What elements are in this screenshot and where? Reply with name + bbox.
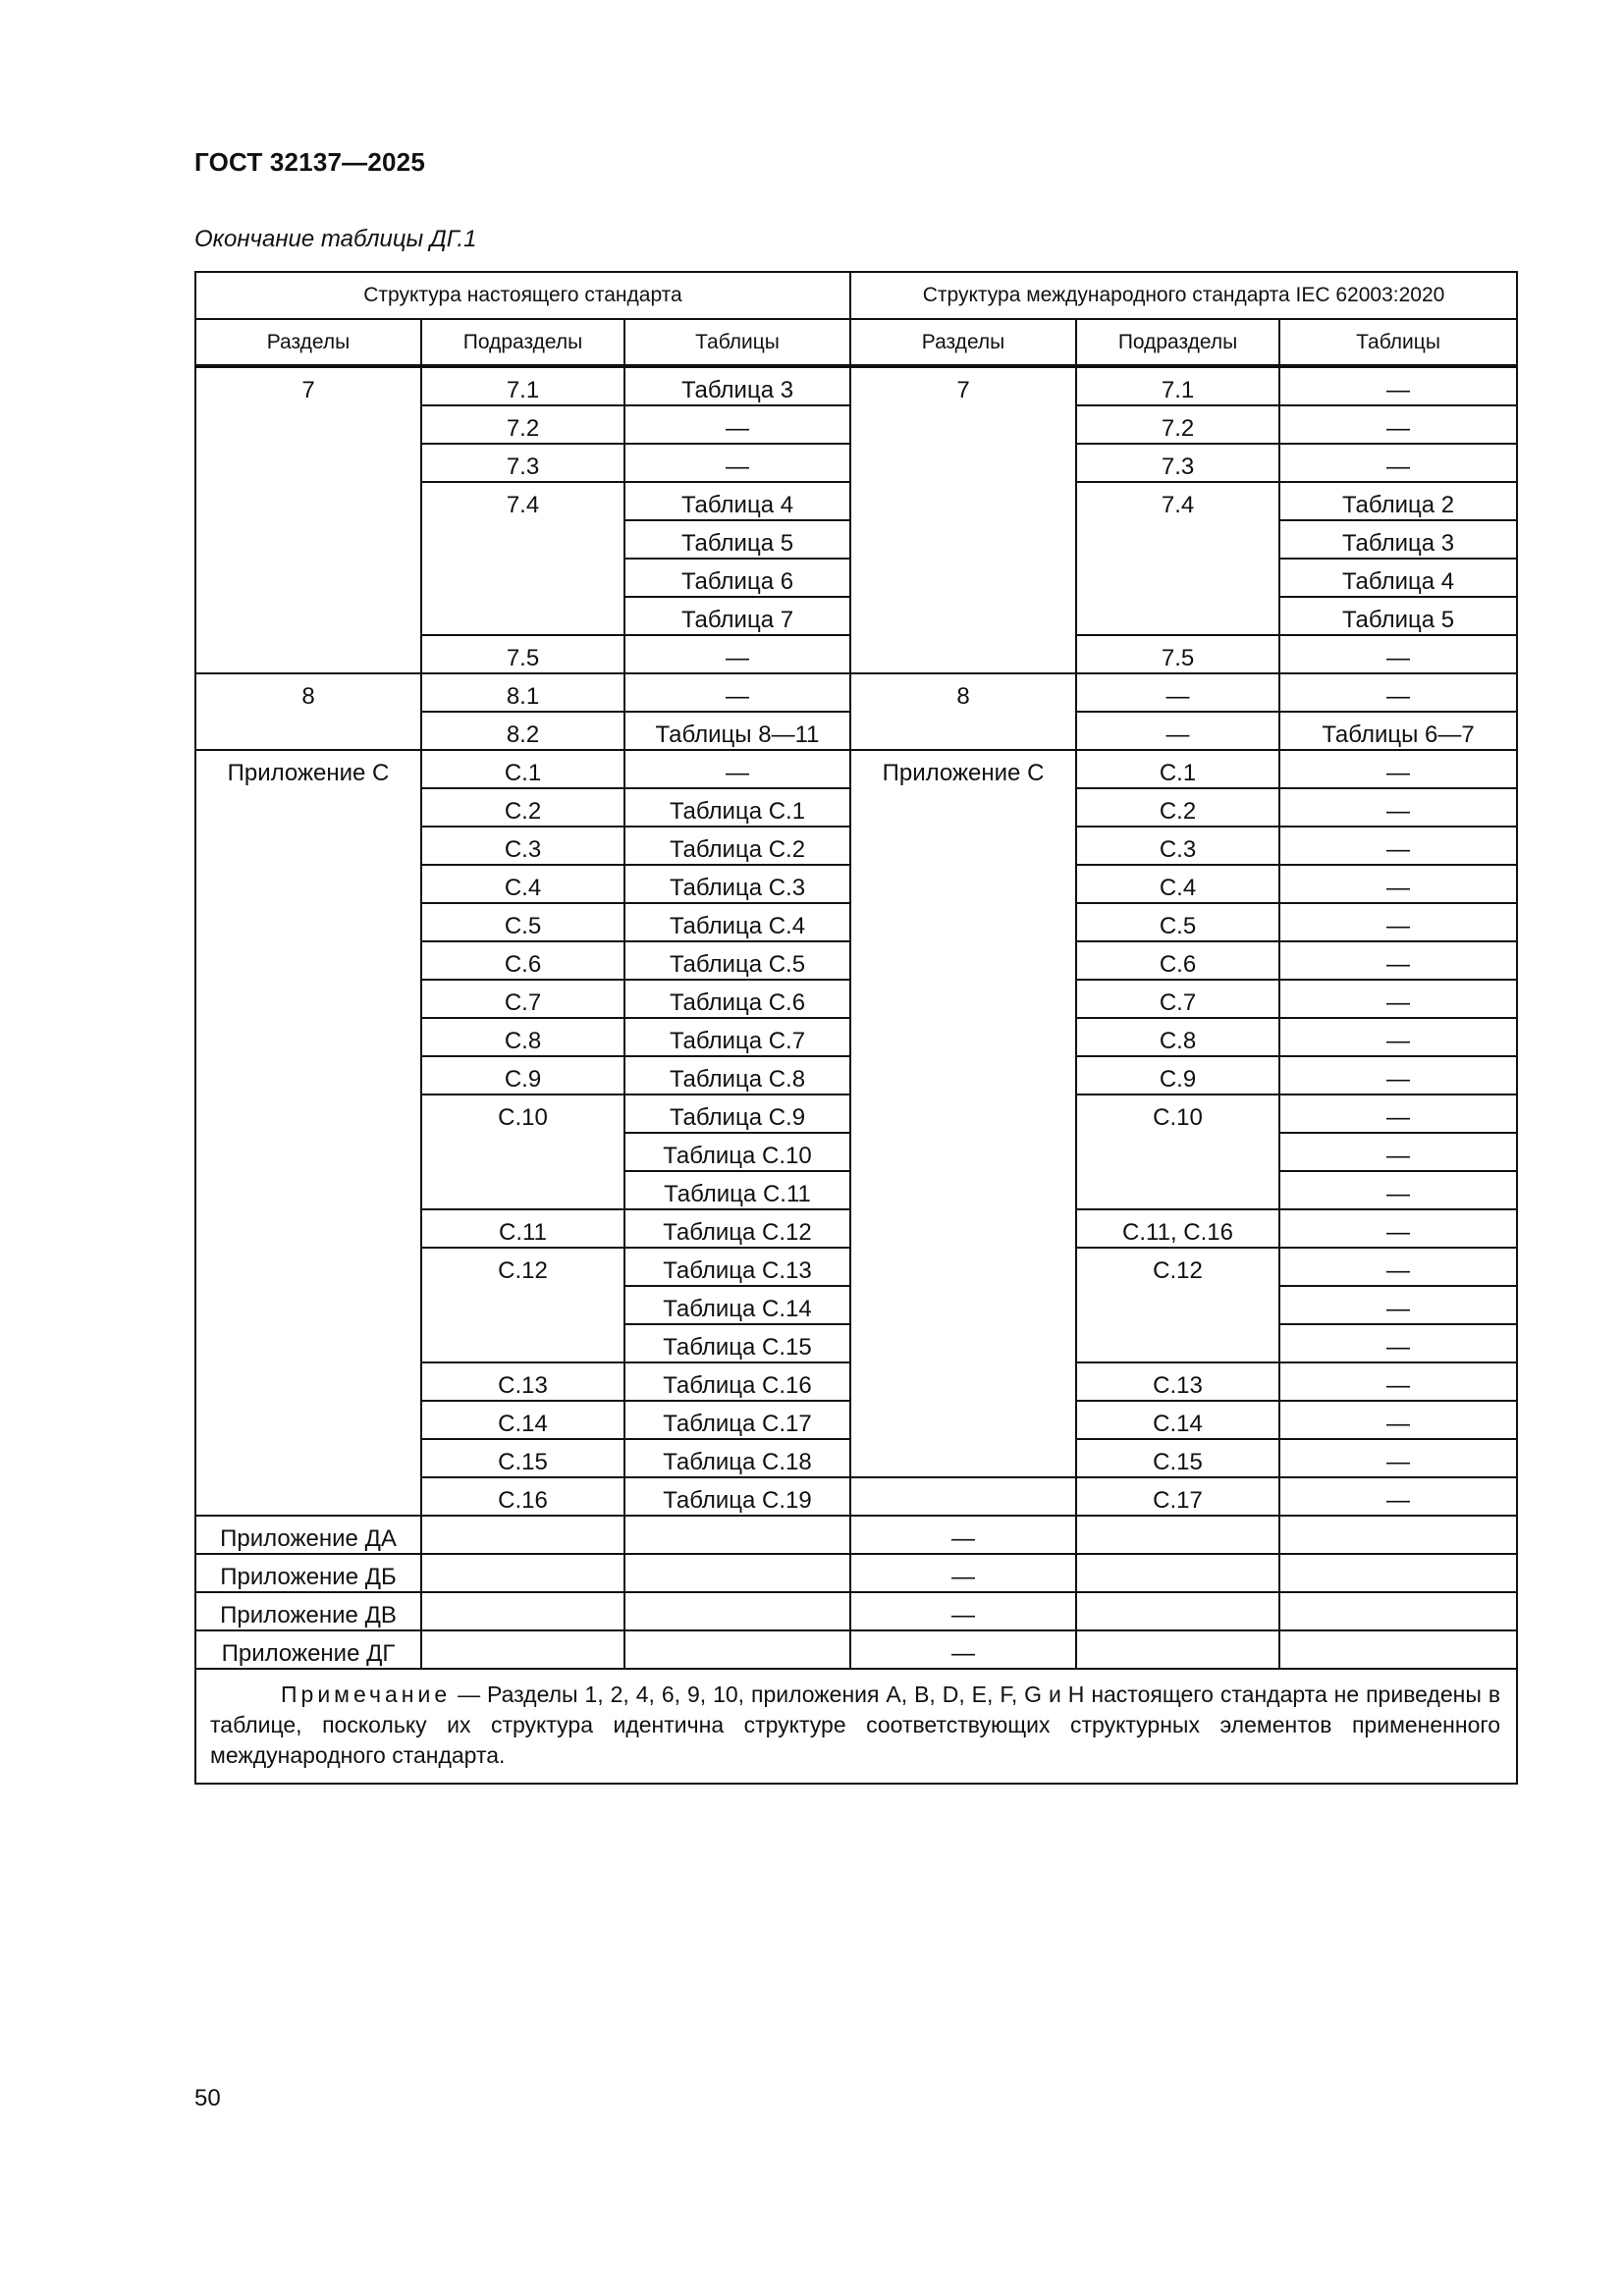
table-row <box>195 366 1517 405</box>
subsection-cell: С.2 <box>1076 788 1279 827</box>
subsection-cell: С.7 <box>1076 980 1279 1018</box>
tables-cell: — <box>1279 827 1517 865</box>
subsection-cell <box>1076 1554 1279 1592</box>
tables-cell: — <box>1279 1286 1517 1324</box>
tables-cell: Таблица С.8 <box>624 1056 850 1095</box>
tables-cell: Таблица С.7 <box>624 1018 850 1056</box>
subsection-cell: 7.3 <box>421 444 624 482</box>
tables-cell: — <box>1279 1095 1517 1133</box>
subsection-cell <box>421 1630 624 1669</box>
subsection-cell: С.12 <box>421 1248 624 1362</box>
tables-cell: Таблица 7 <box>624 597 850 635</box>
group-header-international: Структура международного стандарта IEC 62003:2020 <box>850 272 1517 319</box>
tables-cell: Таблица С.15 <box>624 1324 850 1362</box>
tables-cell: Таблица 4 <box>1279 559 1517 597</box>
tables-cell: — <box>624 673 850 712</box>
subsection-cell: С.10 <box>421 1095 624 1209</box>
tables-cell: Таблица С.16 <box>624 1362 850 1401</box>
tables-cell: — <box>1279 366 1517 405</box>
section-cell: Приложение С <box>850 750 1076 1477</box>
note-row <box>195 1669 1517 1784</box>
tables-cell <box>1279 1630 1517 1669</box>
subsection-cell: С.1 <box>1076 750 1279 788</box>
table-row <box>195 1592 1517 1630</box>
tables-cell: Таблица 5 <box>624 520 850 559</box>
column-header: Таблицы <box>1279 319 1517 366</box>
tables-cell <box>624 1630 850 1669</box>
tables-cell: — <box>1279 865 1517 903</box>
subsection-cell: С.6 <box>421 941 624 980</box>
subsection-cell: 7.2 <box>1076 405 1279 444</box>
subsection-cell: С.6 <box>1076 941 1279 980</box>
subsection-cell: С.11 <box>421 1209 624 1248</box>
note-text: — Разделы 1, 2, 4, 6, 9, 10, приложения А, В, D, Е, F, G и Н настоящего стандарта не приведены в таблице, поскольку их структура идентична структуре соответствующих структурных элементов примененного международного стандарта. <box>210 1682 1501 1768</box>
subsection-cell: С.12 <box>1076 1248 1279 1362</box>
tables-cell: — <box>1279 635 1517 673</box>
tables-cell: Таблица 4 <box>624 482 850 520</box>
column-header: Разделы <box>195 319 421 366</box>
subsection-cell: С.4 <box>421 865 624 903</box>
section-cell: — <box>850 1516 1076 1554</box>
tables-cell: Таблица 2 <box>1279 482 1517 520</box>
tables-cell: Таблица С.5 <box>624 941 850 980</box>
table-row <box>195 750 1517 788</box>
section-cell: — <box>850 1554 1076 1592</box>
tables-cell: — <box>1279 1209 1517 1248</box>
table-row <box>195 1516 1517 1554</box>
tables-cell <box>1279 1592 1517 1630</box>
tables-cell: — <box>1279 1171 1517 1209</box>
column-header: Подразделы <box>421 319 624 366</box>
subsection-cell: С.5 <box>421 903 624 941</box>
tables-cell: Таблица С.10 <box>624 1133 850 1171</box>
tables-cell: Таблица С.11 <box>624 1171 850 1209</box>
subsection-cell <box>1076 1592 1279 1630</box>
subsection-cell: С.1 <box>421 750 624 788</box>
section-cell: Приложение ДА <box>195 1516 421 1554</box>
subsection-cell: С.11, С.16 <box>1076 1209 1279 1248</box>
subsection-cell: 7.1 <box>421 366 624 405</box>
tables-cell <box>1279 1516 1517 1554</box>
tables-cell: — <box>1279 1133 1517 1171</box>
tables-cell: — <box>1279 1362 1517 1401</box>
table-caption: Окончание таблицы ДГ.1 <box>194 226 477 252</box>
tables-cell: — <box>1279 1439 1517 1477</box>
section-cell: Приложение С <box>195 750 421 1516</box>
tables-cell: Таблица С.4 <box>624 903 850 941</box>
subsection-cell: С.17 <box>1076 1477 1279 1516</box>
section-cell: Приложение ДБ <box>195 1554 421 1592</box>
subsection-cell: С.13 <box>421 1362 624 1401</box>
section-cell: 7 <box>195 366 421 673</box>
table-row <box>195 673 1517 712</box>
subsection-cell: 7.5 <box>421 635 624 673</box>
subsection-cell: С.3 <box>1076 827 1279 865</box>
tables-cell <box>624 1592 850 1630</box>
tables-cell: Таблица 6 <box>624 559 850 597</box>
tables-cell: Таблица С.6 <box>624 980 850 1018</box>
tables-cell: Таблица 3 <box>624 366 850 405</box>
subsection-cell: 7.4 <box>1076 482 1279 635</box>
subsection-cell: С.4 <box>1076 865 1279 903</box>
section-cell: 8 <box>195 673 421 750</box>
tables-cell: — <box>1279 1056 1517 1095</box>
subsection-cell: С.9 <box>421 1056 624 1095</box>
tables-cell: Таблицы 8—11 <box>624 712 850 750</box>
subsection-cell: С.15 <box>421 1439 624 1477</box>
table-row <box>195 1630 1517 1669</box>
structure-comparison-table <box>194 271 1518 1785</box>
tables-cell: Таблица С.12 <box>624 1209 850 1248</box>
tables-cell: — <box>1279 980 1517 1018</box>
subsection-cell <box>421 1516 624 1554</box>
subsection-cell: 8.1 <box>421 673 624 712</box>
tables-cell: — <box>1279 788 1517 827</box>
subsection-cell: С.2 <box>421 788 624 827</box>
page-number: 50 <box>194 2085 221 2111</box>
subsection-cell <box>1076 1516 1279 1554</box>
tables-cell: — <box>624 635 850 673</box>
subsection-cell: С.16 <box>421 1477 624 1516</box>
subsection-cell: С.13 <box>1076 1362 1279 1401</box>
column-header: Таблицы <box>624 319 850 366</box>
tables-cell: Таблица 5 <box>1279 597 1517 635</box>
table-note <box>195 1669 1517 1784</box>
section-cell: — <box>850 1630 1076 1669</box>
tables-cell: — <box>1279 1477 1517 1516</box>
section-cell: — <box>850 1592 1076 1630</box>
tables-cell: — <box>624 444 850 482</box>
tables-cell: Таблица С.19 <box>624 1477 850 1516</box>
subsection-cell: С.14 <box>1076 1401 1279 1439</box>
subsection-cell: 7.1 <box>1076 366 1279 405</box>
subsection-cell: 7.2 <box>421 405 624 444</box>
subsection-cell: С.9 <box>1076 1056 1279 1095</box>
subsection-cell: 7.5 <box>1076 635 1279 673</box>
tables-cell: — <box>1279 1324 1517 1362</box>
subsection-cell <box>421 1554 624 1592</box>
subsection-cell: С.14 <box>421 1401 624 1439</box>
tables-cell: — <box>1279 673 1517 712</box>
tables-cell: — <box>1279 1401 1517 1439</box>
column-header: Подразделы <box>1076 319 1279 366</box>
tables-cell: Таблица С.1 <box>624 788 850 827</box>
group-header-national: Структура настоящего стандарта <box>195 272 850 319</box>
subsection-cell <box>421 1592 624 1630</box>
tables-cell: — <box>624 405 850 444</box>
section-cell: Приложение ДВ <box>195 1592 421 1630</box>
tables-cell: — <box>1279 941 1517 980</box>
subsection-cell: С.8 <box>1076 1018 1279 1056</box>
tables-cell: — <box>1279 444 1517 482</box>
tables-cell: Таблица С.17 <box>624 1401 850 1439</box>
table-row <box>195 1554 1517 1592</box>
tables-cell <box>624 1516 850 1554</box>
tables-cell: Таблицы 6—7 <box>1279 712 1517 750</box>
tables-cell: — <box>1279 903 1517 941</box>
subsection-cell <box>1076 1630 1279 1669</box>
tables-cell: — <box>1279 1018 1517 1056</box>
tables-cell: Таблица С.2 <box>624 827 850 865</box>
subsection-cell: С.3 <box>421 827 624 865</box>
tables-cell: — <box>1279 1248 1517 1286</box>
tables-cell: Таблица С.9 <box>624 1095 850 1133</box>
tables-cell <box>624 1554 850 1592</box>
subsection-cell: 7.3 <box>1076 444 1279 482</box>
note-lead: Примечание <box>281 1682 452 1707</box>
document-id: ГОСТ 32137—2025 <box>194 147 425 177</box>
subsection-cell: 8.2 <box>421 712 624 750</box>
subsection-cell: — <box>1076 712 1279 750</box>
subsection-cell: С.8 <box>421 1018 624 1056</box>
tables-cell: Таблица С.3 <box>624 865 850 903</box>
column-header: Разделы <box>850 319 1076 366</box>
tables-cell: Таблица С.13 <box>624 1248 850 1286</box>
section-cell: 8 <box>850 673 1076 750</box>
tables-cell: Таблица С.18 <box>624 1439 850 1477</box>
subsection-cell: — <box>1076 673 1279 712</box>
section-cell: 7 <box>850 366 1076 673</box>
subsection-cell: С.5 <box>1076 903 1279 941</box>
tables-cell: Таблица С.14 <box>624 1286 850 1324</box>
subsection-cell: С.15 <box>1076 1439 1279 1477</box>
section-cell: Приложение ДГ <box>195 1630 421 1669</box>
tables-cell: Таблица 3 <box>1279 520 1517 559</box>
subsection-cell: С.10 <box>1076 1095 1279 1209</box>
tables-cell <box>1279 1554 1517 1592</box>
subsection-cell: С.7 <box>421 980 624 1018</box>
tables-cell: — <box>624 750 850 788</box>
section-cell <box>850 1477 1076 1516</box>
tables-cell: — <box>1279 750 1517 788</box>
subsection-cell: 7.4 <box>421 482 624 635</box>
tables-cell: — <box>1279 405 1517 444</box>
